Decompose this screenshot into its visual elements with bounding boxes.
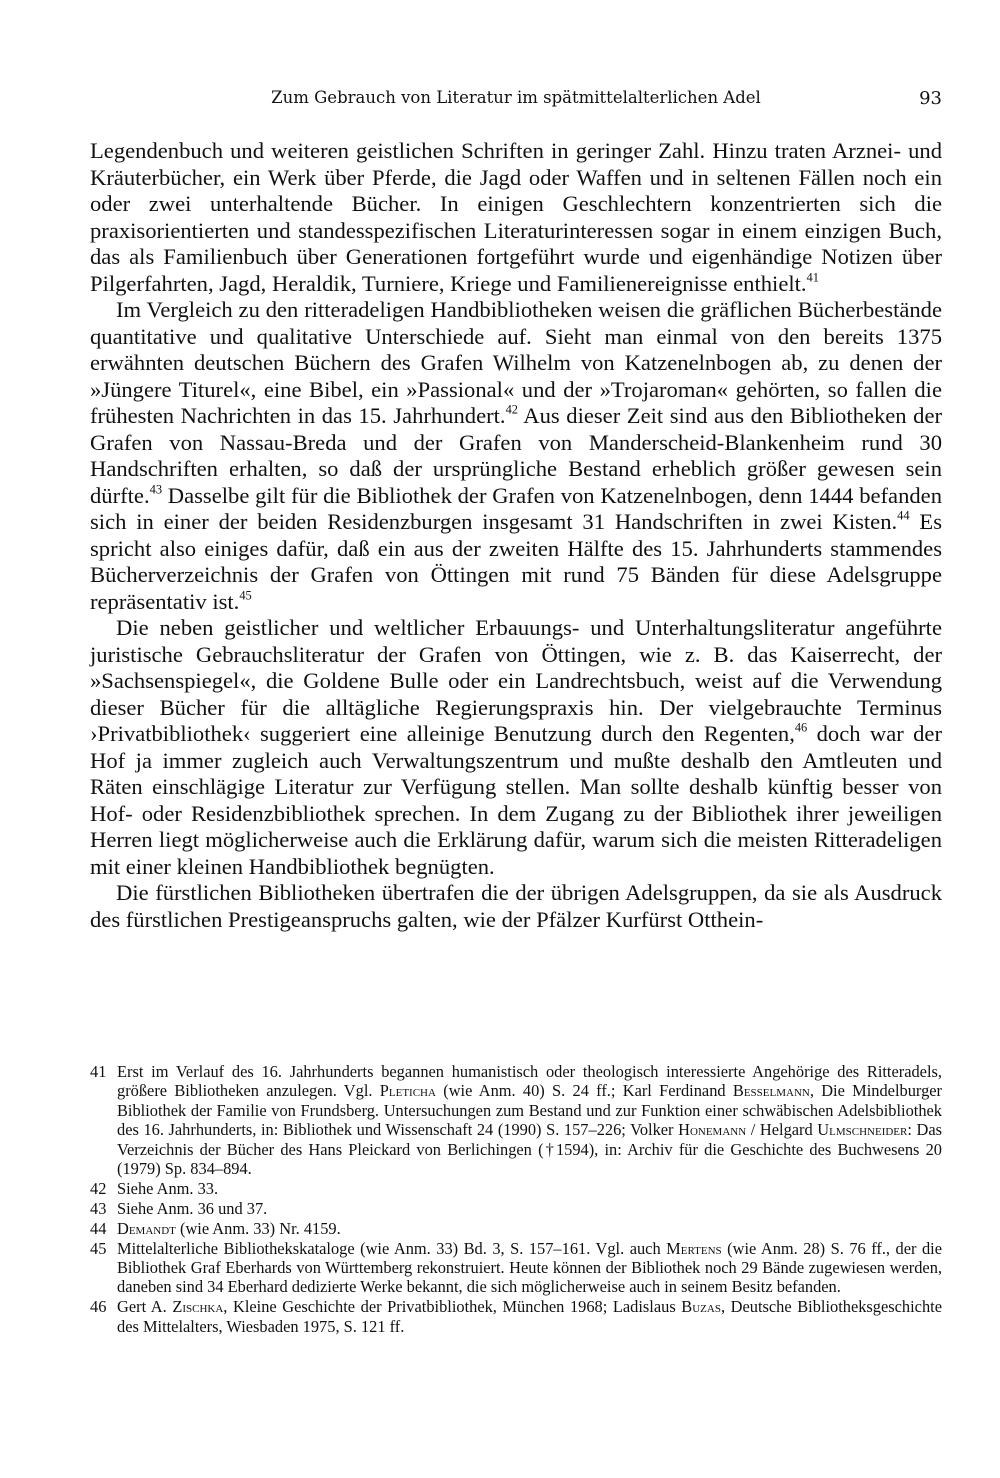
text-run: Legendenbuch und weiteren geistlichen Schriften in geringer Zahl. Hinzu traten Arznei- und Kräuterbücher, ein Werk über Pferde, die Jagd oder Waffen und in seltenen Fällen noch ein oder zwei unterhaltende Bücher. In einigen Geschlechtern konzentrierten sich die praxisorientierten und standesspezifischen Literaturinteressen sogar in einem einzigen Buch, das als Familienbuch über Generationen fortgeführt wurde und eigenhändige Notizen über Pilgerfahrten, Jagd, Heraldik, Turniere, Kriege und Familienereignisse enthielt. [90,138,942,296]
text-run: Siehe Anm. 33. [117,1178,219,1198]
text-run: Im Vergleich zu den ritteradeligen Handbibliotheken weisen die gräflichen Bücherbestände quantitative und qualitative Unterschiede auf. Sieht man einmal von den bereits 1375 erwähnten deutschen Büchern des Grafen Wilhelm von Katzenelnbogen ab, zu denen der »Jüngere Titurel«, eine Bibel, ein »Passional« und der »Trojaroman« gehörten, so fallen die frühesten Nachrichten in das 15. Jahrhundert. [90,297,942,428]
text-run: Dasselbe gilt für die Bibliothek der Grafen von Katzenelnbogen, denn 1444 befanden sich in einer der beiden Residenzburgen insgesamt 31 Handschriften in zwei Kisten. [90,482,942,534]
footnote [90,1219,942,1238]
text-run: / Helgard [746,1120,818,1140]
footnote [90,1062,942,1178]
body-text [90,138,942,933]
author-name: Zischka [172,1297,224,1317]
footnote-number: 46 [90,1297,107,1317]
text-run: Es spricht also einiges dafür, daß ein aus der zweiten Hälfte des 15. Jahrhunderts stammendes Bücherverzeichnis der Grafen von Öttingen mit rund 75 Bänden für diese Adelsgruppe repräsentativ ist. [90,509,942,614]
text-run: Erst im Verlauf des 16. Jahrhunderts begannen humanistisch oder theologisch interessierte Angehörige des Ritteradels, größere Bibliotheken anzulegen. Vgl. [117,1062,942,1101]
author-name: Besselmann [732,1081,810,1101]
footnote-number: 43 [90,1198,107,1218]
author-name: Demandt [117,1218,176,1238]
text-run: (wie Anm. 33) Nr. 4159. [175,1218,341,1238]
paragraph [90,880,942,933]
text-run: (wie Anm. 28) S. 76 ff., der die Bibliothek Graf Eberhards von Württemberg rekonstruiert. Heute können der Bibliothek noch 29 Bände zugewiesen werden, daneben sind 34 Eberhard dedizierte Werke bekannt, die sich möglicherweise auch in seinem Besitz befanden. [117,1238,942,1297]
footnote-ref: 41 [806,270,819,285]
author-name: Honemann [678,1120,747,1140]
author-name: Mertens [666,1238,722,1258]
page-number: 93 [919,88,942,109]
author-name: Ulmschneider [817,1120,908,1140]
footnote [90,1199,942,1218]
paragraph [90,138,942,297]
text-run: Die fürstlichen Bibliotheken übertrafen die der übrigen Adelsgruppen, da sie als Ausdruck des fürstlichen Prestigeanspruchs galten, wie der Pfälzer Kurfürst Otthein- [90,880,942,932]
footnote-ref: 43 [149,482,163,497]
footnote-number: 45 [90,1238,107,1258]
footnote-ref: 45 [239,588,252,603]
footnote-ref: 44 [897,508,910,523]
paragraph [90,615,942,880]
footnotes [90,1062,942,1337]
footnote-ref: 46 [794,720,808,735]
footnote-number: 42 [90,1178,107,1198]
text-run: (wie Anm. 40) S. 24 ff.; Karl Ferdinand [435,1081,733,1101]
author-name: Buzas [681,1297,721,1317]
footnote [90,1297,942,1336]
text-run: Siehe Anm. 36 und 37. [117,1198,268,1218]
footnote [90,1239,942,1297]
author-name: Pleticha [379,1081,436,1101]
text-run: Mittelalterliche Bibliothekskataloge (wie Anm. 33) Bd. 3, S. 157–161. Vgl. auch [117,1238,667,1258]
footnote-number: 41 [90,1062,107,1081]
paragraph [90,297,942,615]
footnote-ref: 42 [505,402,518,417]
footnote-number: 44 [90,1218,107,1238]
text-run: , Deutsche Bibliotheksgeschichte des Mittelalters, Wiesbaden 1975, S. 121 ff. [117,1297,942,1336]
text-run: Gert A. [117,1297,173,1317]
footnote [90,1179,942,1198]
text-run: Aus dieser Zeit sind aus den Bibliotheken der Grafen von Nassau-Breda und der Grafen von Manderscheid-Blankenheim rund 30 Handschriften erhalten, so daß der ursprüngliche Bestand erheblich größer gewesen sein dürfte. [90,403,942,508]
text-run: , Kleine Geschichte der Privatbibliothek, München 1968; Ladislaus [223,1297,682,1317]
text-run: doch war der Hof ja immer zugleich auch Verwaltungszentrum und mußte deshalb den Amtleuten und Räten einschlägige Literatur zur Verfügung stellen. Man sollte deshalb künftig besser von Hof- oder Residenzbibliothek sprechen. In dem Zugang zu der Bibliothek ihrer jeweiligen Herren liegt möglicherweise auch die Erklärung dafür, warum sich die meisten Ritteradeligen mit einer kleinen Handbibliothek begnügten. [90,721,942,879]
text-run: , Die Mindelburger Bibliothek der Familie von Frundsberg. Untersuchungen zum Bestand und zur Funktion einer schwäbischen Adelsbibliothek des 16. Jahrhunderts, in: Bibliothek und Wissenschaft 24 (1990) S. 157–226; Volker [117,1081,942,1140]
text-run: : Das Verzeichnis der Bücher des Hans Pleickard von Berlichingen (†1594), in: Archiv für die Geschichte des Buchwesens 20 (1979) Sp. 834–894. [117,1120,942,1179]
running-title: Zum Gebrauch von Literatur im spätmittelalterlichen Adel [271,88,761,107]
running-header [90,88,942,116]
text-run: Die neben geistlicher und weltlicher Erbauungs- und Unterhaltungsliteratur angeführte juristische Gebrauchsliteratur der Grafen von Öttingen, wie z. B. das Kaiserrecht, der »Sachsenspiegel«, die Goldene Bulle oder ein Landrechtsbuch, weist auf die Verwendung dieser Bücher für die alltägliche Regierungspraxis hin. Der vielgebrauchte Terminus ›Privatbibliothek‹ suggeriert eine alleinige Benutzung durch den Regenten, [90,615,942,746]
